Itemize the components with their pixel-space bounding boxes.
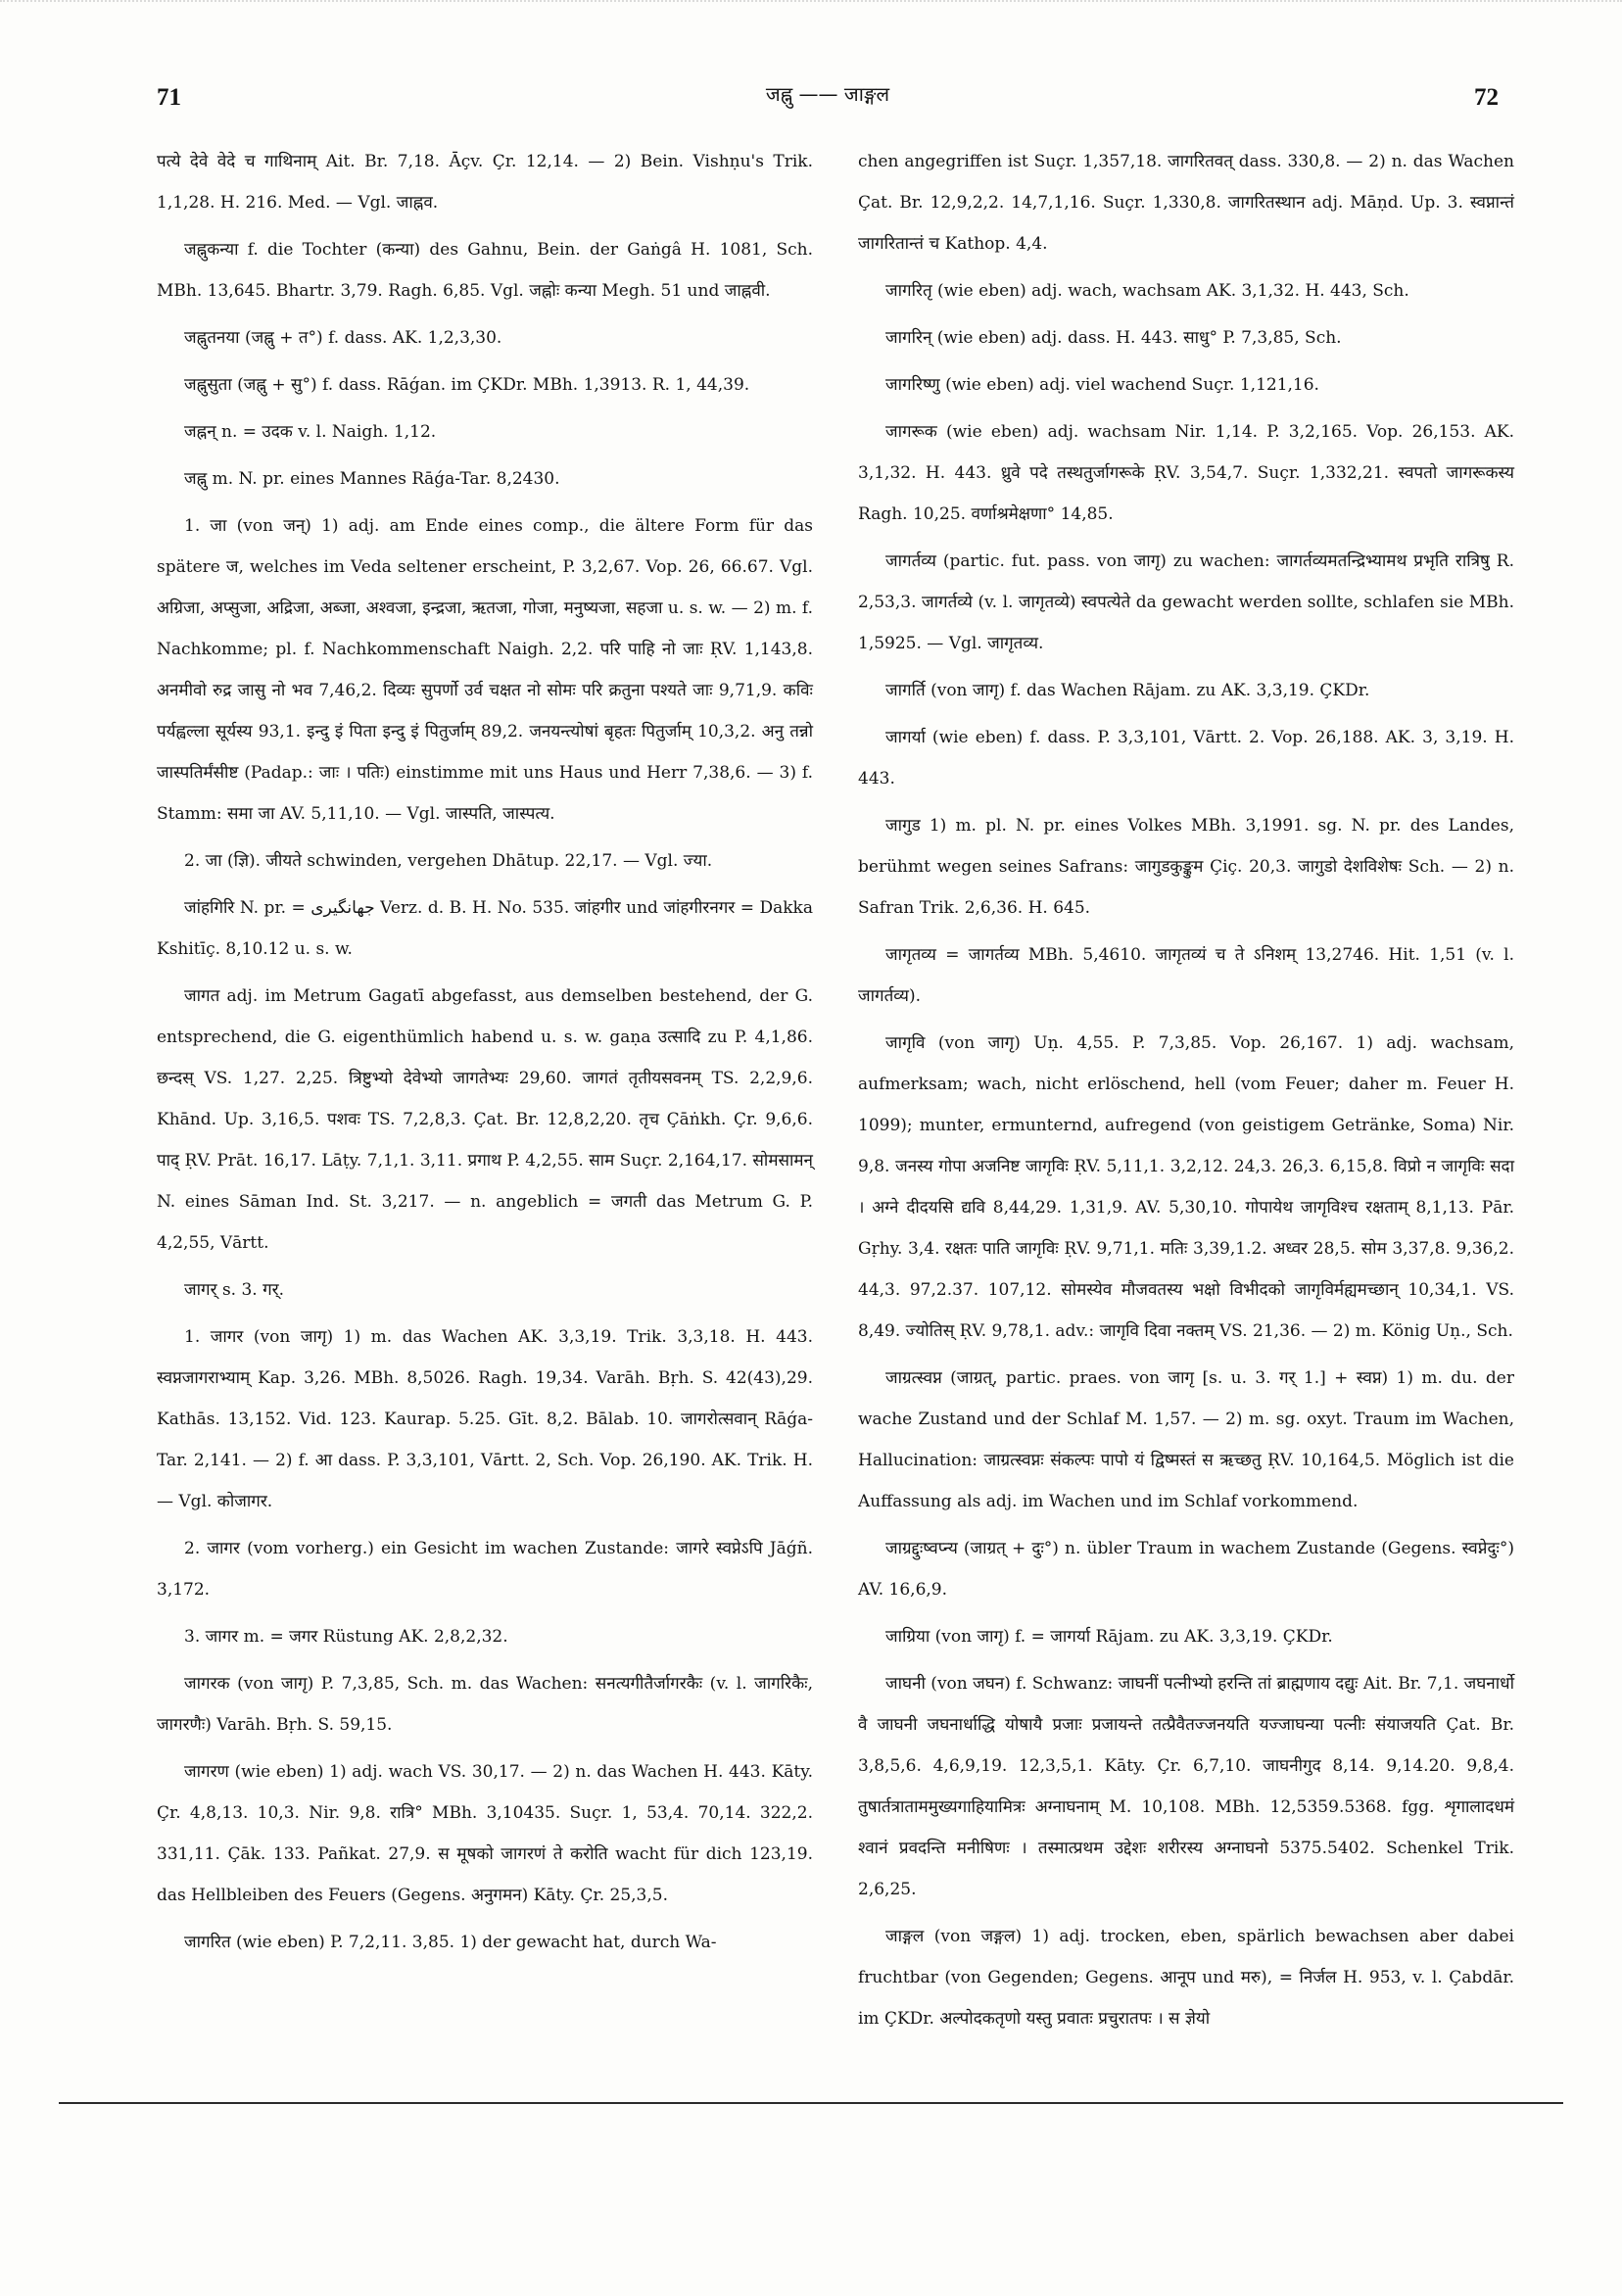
dictionary-entry: जह्नुकन्या f. die Tochter (कन्या) des Gahnu, Bein. der Gaṅgâ H. 1081, Sch. MBh. 13,645. Bhartr. 3,79. Ragh. 6,85. Vgl. जह्नोः कन्या Megh. 51 und जाह्नवी. bbox=[157, 240, 813, 301]
dictionary-entry: जाग्रिया (von जागृ) f. = जागर्या Rājam. zu AK. 3,3,19. ÇKDr. bbox=[885, 1627, 1333, 1647]
dictionary-entry: 2. जा (ज्ञि). जीयते schwinden, vergehen Dhātup. 22,17. — Vgl. ज्या. bbox=[184, 851, 713, 871]
dictionary-entry: 1. जागर (von जागृ) 1) m. das Wachen AK. 3,3,19. Trik. 3,3,18. H. 443. स्वप्नजागराभ्याम् Kap. 3,26. MBh. 8,5026. Ragh. 19,34. Varāh. Bṛh. S. 42(43),29. Kathās. 13,152. Vid. 123. Kaurap. 5.25. Gīt. 8,2. Bālab. 10. जागरोत्सवान् Rāǵa-Tar. 2,141. — 2) f. आ dass. P. 3,3,101, Vārtt. 2, Sch. Vop. 26,190. AK. Trik. H. — Vgl. कोजागर. bbox=[157, 1327, 813, 1511]
dictionary-entry: जागरिष्णु (wie eben) adj. viel wachend Suçr. 1,121,16. bbox=[885, 375, 1319, 395]
dictionary-entry: जाङ्गल (von जङ्गल) 1) adj. trocken, eben, spärlich bewachsen aber dabei fruchtbar (von Gegenden; Gegens. आनूप und मरु), = निर्जल H. 953, v. l. Çabdār. im ÇKDr. अल्पोदकतृणो यस्तु प्रवातः प्रचुरातपः । स ज्ञेयो bbox=[858, 1927, 1514, 2029]
dictionary-entry: पत्ये देवे वेदे च गाथिनाम् Ait. Br. 7,18. Āçv. Çr. 12,14. — 2) Bein. Vishṇu's Trik. 1,1,28. H. 216. Med. — Vgl. जाह्नव. bbox=[157, 152, 813, 213]
right-column bbox=[858, 141, 1514, 2045]
dictionary-entry: जागरक (von जागृ) P. 7,3,85, Sch. m. das Wachen: सनत्यगीतैर्जागरकैः (v. l. जागरिकैः, जागरणैः) Varāh. Bṛh. S. 59,15. bbox=[157, 1674, 813, 1735]
dictionary-entry: जह्नुसुता (जह्नु + सु°) f. dass. Rāǵan. im ÇKDr. MBh. 1,3913. R. 1, 44,39. bbox=[184, 375, 750, 395]
running-title: जह्नु —— जाङ्गल bbox=[765, 82, 890, 106]
dictionary-entry: जह्नन् n. = उदक v. l. Naigh. 1,12. bbox=[184, 422, 437, 442]
left-column bbox=[157, 141, 813, 1969]
dictionary-entry: जागरण (wie eben) 1) adj. wach VS. 30,17. — 2) n. das Wachen H. 443. Kāty. Çr. 4,8,13. 10,3. Nir. 9,8. रात्रि° MBh. 3,10435. Suçr. 1, 53,4. 70,14. 322,2. 331,11. Çāk. 133. Pañkat. 27,9. स मूषको जागरणं ते करोति wacht für dich 123,19. das Hellbleiben des Feuers (Gegens. अनुगमन) Kāty. Çr. 25,3,5. bbox=[157, 1762, 813, 1905]
dictionary-entry: chen angegriffen ist Suçr. 1,357,18. जागरितवत् dass. 330,8. — 2) n. das Wachen Çat. Br. 12,9,2,2. 14,7,1,16. Suçr. 1,330,8. जागरितस्थान adj. Māṇd. Up. 3. स्वप्नान्तं जागरितान्तं च Kathop. 4,4. bbox=[858, 152, 1514, 254]
right-page-number: 72 bbox=[1474, 84, 1499, 111]
dictionary-entry: 3. जागर m. = जगर Rüstung AK. 2,8,2,32. bbox=[184, 1627, 508, 1647]
dictionary-entry: 1. जा (von जन्) 1) adj. am Ende eines comp., die ältere Form für das spätere ज, welches im Veda seltener erscheint, P. 3,2,67. Vop. 26, 66.67. Vgl. अग्रिजा, अप्सुजा, अद्रिजा, अब्जा, अश्वजा, इन्द्रजा, ऋतजा, गोजा, मनुष्यजा, सहजा u. s. w. — 2) m. f. Nachkomme; pl. f. Nachkommenschaft Naigh. 2,2. परि पाहि नो जाः ṚV. 1,143,8. अनमीवो रुद्र जासु नो भव 7,46,2. दिव्यः सुपर्णो उर्व चक्षत नो सोमः परि क्रतुना पश्यते जाः 9,71,9. कविः पर्यह्वल्ला सूर्यस्य 93,1. इन्दु इं पिता इन्दु इं पितुर्जाम् 89,2. जनयन्त्योषां बृहतः पितुर्जाम् 10,3,2. अनु तन्नो जास्पतिर्मंसीष्ट (Padap.: जाः । पतिः) einstimme mit uns Haus und Herr 7,38,6. — 3) f. Stamm: समा जा AV. 5,11,10. — Vgl. जास्पति, जास्पत्य. bbox=[157, 516, 813, 824]
page-header bbox=[157, 84, 1499, 127]
footer-rule bbox=[59, 2102, 1563, 2104]
dictionary-entry: जाघनी (von जघन) f. Schwanz: जाघनीं पत्नीभ्यो हरन्ति तां ब्राह्मणाय दद्युः Ait. Br. 7,1. जघनार्धो वै जाघनी जघनार्धाद्धि योषायै प्रजाः प्रजायन्ते तत्प्रैवैतज्जनयति यज्जाघन्या पत्नीः संयाजयति Çat. Br. 3,8,5,6. 4,6,9,19. 12,3,5,1. Kāty. Çr. 6,7,10. जाघनीगुद 8,14. 9,14.20. 9,8,4. तुषार्तत्राताममुख्यगाहियामित्रः अग्नाघनाम् M. 10,108. MBh. 12,5359.5368. fgg. शृगालादधमं श्वानं प्रवदन्ति मनीषिणः । तस्मात्प्रथम उद्देशः शरीरस्य अग्नाघनो 5375.5402. Schenkel Trik. 2,6,25. bbox=[858, 1674, 1514, 1899]
dictionary-entry: जागरितृ (wie eben) adj. wach, wachsam AK. 3,1,32. H. 443, Sch. bbox=[885, 281, 1409, 301]
dictionary-entry: जागृतव्य = जागर्तव्य MBh. 5,4610. जागृतव्यं च ते ऽनिशम् 13,2746. Hit. 1,51 (v. l. जागर्तव्य). bbox=[858, 945, 1514, 1006]
left-page-number: 71 bbox=[157, 84, 181, 111]
dictionary-entry: जागर्ति (von जागृ) f. das Wachen Rājam. zu AK. 3,3,19. ÇKDr. bbox=[885, 681, 1370, 700]
dictionary-entry: जाग्रत्स्वप्न (जाग्रत्, partic. praes. von जागृ [s. u. 3. गर् 1.] + स्वप्न) 1) m. du. der wache Zustand und der Schlaf M. 1,57. — 2) m. sg. oxyt. Traum im Wachen, Hallucination: जाग्रत्स्वप्नः संकल्पः पापो यं द्विष्मस्तं स ऋच्छतु ṚV. 10,164,5. Möglich ist die Auffassung als adj. im Wachen und im Schlaf vorkommend. bbox=[858, 1368, 1514, 1511]
scan-edge-noise bbox=[0, 0, 1622, 12]
dictionary-entry: जह्नु m. N. pr. eines Mannes Rāǵa-Tar. 8,2430. bbox=[184, 469, 560, 489]
dictionary-entry: जांहगिरि N. pr. = جهانگیری Verz. d. B. H. No. 535. जांहगीर und जांहगीरनगर = Dakka Kshitīç. 8,10.12 u. s. w. bbox=[157, 898, 813, 959]
dictionary-entry: जागरूक (wie eben) adj. wachsam Nir. 1,14. P. 3,2,165. Vop. 26,153. AK. 3,1,32. H. 443. ध्रुवे पदे तस्थतुर्जागरूके ṚV. 3,54,7. Suçr. 1,332,21. स्वपतो जागरूकस्य Ragh. 10,25. वर्णाश्रमेक्षणा° 14,85. bbox=[858, 422, 1514, 524]
dictionary-entry: जागरित (wie eben) P. 7,2,11. 3,85. 1) der gewacht hat, durch Wa- bbox=[184, 1933, 717, 1952]
dictionary-entry: जागृवि (von जागृ) Uṇ. 4,55. P. 7,3,85. Vop. 26,167. 1) adj. wachsam, aufmerksam; wach, nicht erlöschend, hell (vom Feuer; daher m. Feuer H. 1099); munter, ermunternd, aufregend (von geistigem Getränke, Soma) Nir. 9,8. जनस्य गोपा अजनिष्ट जागृविः ṚV. 5,11,1. 3,2,12. 24,3. 26,3. 6,15,8. विप्रो न जागृविः सदा । अग्ने दीदयसि द्यवि 8,44,29. 1,31,9. AV. 5,30,10. गोपायेथ जागृविश्च रक्षताम् 8,1,13. Pār. Gṛhy. 3,4. रक्षतः पाति जागृविः ṚV. 9,71,1. मतिः 3,39,1.2. अध्वर 28,5. सोम 3,37,8. 9,36,2. 44,3. 97,2.37. 107,12. सोमस्येव मौजवतस्य भक्षो विभीदको जागृविर्मह्यमच्छान् 10,34,1. VS. 8,49. ज्योतिस् ṚV. 9,78,1. adv.: जागृवि दिवा नक्तम् VS. 21,36. — 2) m. König Uṇ., Sch. bbox=[858, 1033, 1514, 1341]
dictionary-entry: 2. जागर (vom vorherg.) ein Gesicht im wachen Zustande: जागरे स्वप्नेऽपि Jāǵñ. 3,172. bbox=[157, 1539, 813, 1600]
dictionary-entry: जागर् s. 3. गर्. bbox=[184, 1280, 285, 1300]
dictionary-entry: जागत adj. im Metrum Gagatī abgefasst, aus demselben bestehend, der G. entsprechend, die G. eigenthümlich habend u. s. w. gaṇa उत्सादि zu P. 4,1,86. छन्दस् VS. 1,27. 2,25. त्रिष्टुभ्यो देवेभ्यो जागतेभ्यः 29,60. जागतं तृतीयसवनम् TS. 2,2,9,6. Khānd. Up. 3,16,5. पशवः TS. 7,2,8,3. Çat. Br. 12,8,2,20. तृच Çāṅkh. Çr. 9,6,6. पाद् ṚV. Prāt. 16,17. Lāṭy. 7,1,1. 3,11. प्रगाथ P. 4,2,55. साम Suçr. 2,164,17. सोमसामन् N. eines Sāman Ind. St. 3,217. — n. angeblich = जगती das Metrum G. P. 4,2,55, Vārtt. bbox=[157, 986, 813, 1253]
dictionary-entry: जाग्रद्दुःष्वप्न्य (जाग्रत् + दुः°) n. übler Traum in wachem Zustande (Gegens. स्वप्नेदुः°) AV. 16,6,9. bbox=[858, 1539, 1514, 1600]
dictionary-entry: जागर्तव्य (partic. fut. pass. von जागृ) zu wachen: जागर्तव्यमतन्द्रिभ्यामथ प्रभृति रात्रिषु R. 2,53,3. जागर्तव्ये (v. l. जागृतव्ये) स्वपत्येते da gewacht werden sollte, schlafen sie MBh. 1,5925. — Vgl. जागृतव्य. bbox=[858, 551, 1514, 653]
dictionary-entry: जह्नुतनया (जह्नु + त°) f. dass. AK. 1,2,3,30. bbox=[184, 328, 502, 348]
dictionary-entry: जागुड 1) m. pl. N. pr. eines Volkes MBh. 3,1991. sg. N. pr. des Landes, berühmt wegen seines Safrans: जागुडकुङ्कुम Çiç. 20,3. जागुडो देशविशेषः Sch. — 2) n. Safran Trik. 2,6,36. H. 645. bbox=[858, 816, 1514, 918]
dictionary-entry: जागर्या (wie eben) f. dass. P. 3,3,101, Vārtt. 2. Vop. 26,188. AK. 3, 3,19. H. 443. bbox=[858, 728, 1514, 789]
dictionary-entry: जागरिन् (wie eben) adj. dass. H. 443. साधु° P. 7,3,85, Sch. bbox=[885, 328, 1342, 348]
